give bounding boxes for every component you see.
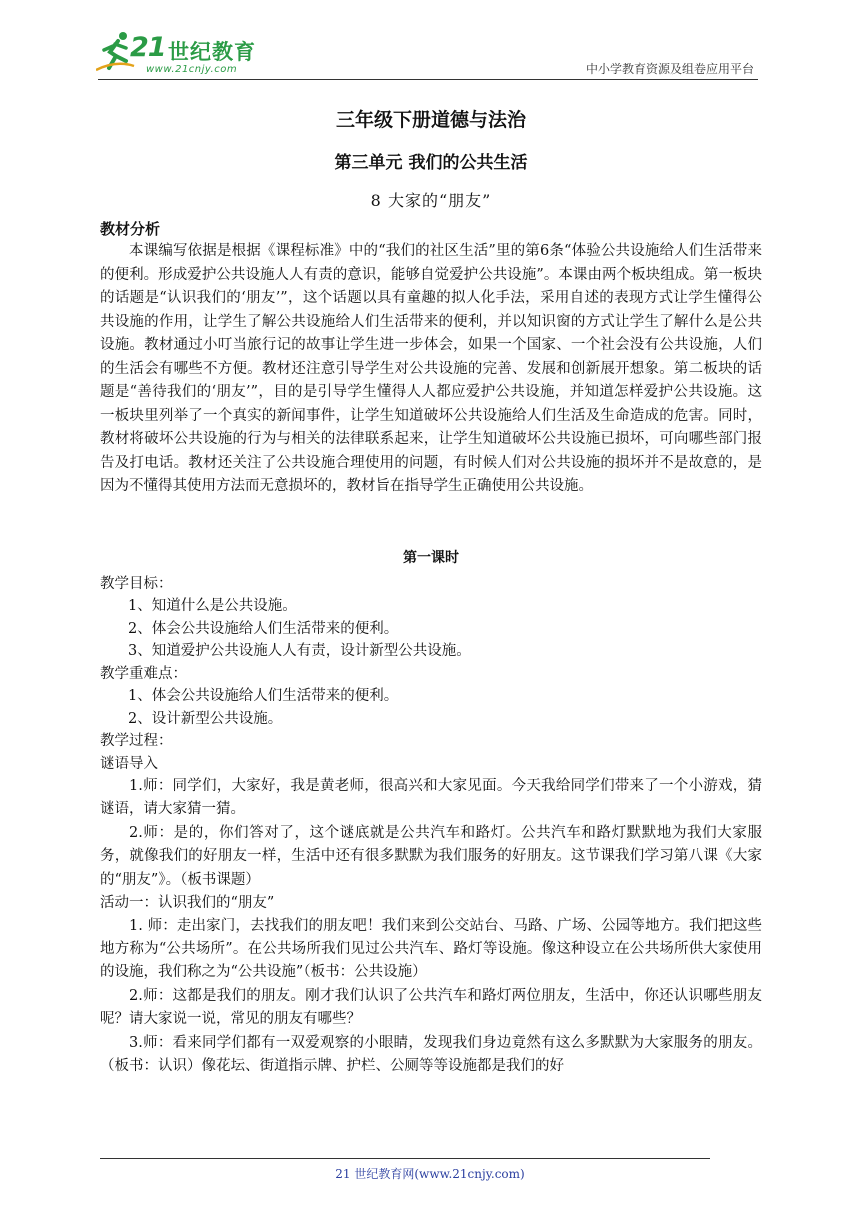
activity1-paragraph: 3.师：看来同学们都有一双爱观察的小眼睛，发现我们身边竟然有这么多默默为大家服务的朋友。（板书：认识）像花坛、街道指示牌、护栏、公厕等等设施都是我们的好 <box>100 1034 762 1074</box>
logo-number: 21 <box>130 32 166 63</box>
footer-link[interactable]: 21 世纪教育网(www.21cnjy.com) <box>335 1167 525 1181</box>
header-divider <box>98 79 758 80</box>
footer-divider <box>100 1158 710 1159</box>
key-point-item: 2、设计新型公共设施。 <box>128 710 283 727</box>
analysis-heading: 教材分析 <box>100 220 161 238</box>
logo-url: www.21cnjy.com <box>146 64 238 75</box>
document-body <box>100 104 762 1078</box>
key-point-item: 1、体会公共设施给人们生活带来的便利。 <box>128 688 399 704</box>
lesson-period-title: 第一课时 <box>403 549 459 566</box>
activity1-paragraph: 2.师：这都是我们的朋友。刚才我们认识了公共汽车和路灯两位朋友，生活中，你还认识哪些朋友呢？请大家说一说，常见的朋友有哪些？ <box>100 987 762 1028</box>
activity1-paragraph: 1. 师：走出家门，去找我们的朋友吧！我们来到公交站台、马路、广场、公园等地方。我们把这些地方称为“公共场所”。在公共场所我们见过公共汽车、路灯等设施。像这种设立在公共场所供大家使用的设施，我们称之为“公共设施”（板书：公共设施） <box>100 917 762 981</box>
goal-item: 1、知道什么是公共设施。 <box>128 598 297 614</box>
analysis-paragraph: 本课编写依据是根据《课程标准》中的“我们的社区生活”里的第6条“体验公共设施给人们生活带来的便利。形成爱护公共设施人人有责的意识，能够自觉爱护公共设施”。本课由两个板块组成。第一板块的话题是“认识我们的‘朋友’”，这个话题以具有童趣的拟人化手法，采用自述的表现方式让学生懂得公共设施的作用，让学生了解公共设施给人们生活带来的便利，并以知识窗的方式让学生了解什么是公共设施。教材通过小叮当旅行记的故事让学生进一步体会，如果一个国家、一个社会没有公共设施，人们的生活会有哪些不方便。教材还注意引导学生对公共设施的完善、发展和创新展开想象。第二板块的话题是“善待我们的‘朋友’”，目的是引导学生懂得人人都应爱护公共设施，并知道怎样爱护公共设施。这一板块里列举了一个真实的新闻事件，让学生知道破坏公共设施给人们生活及生命造成的危害。同时，教材将破坏公共设施的行为与相关的法律联系起来，让学生知道破坏公共设施已损坏，可向哪些部门报告及打电话。教材还关注了公共设施合理使用的问题，有时候人们对公共设施的损坏并不是故意的，是因为不懂得其使用方法而无意损坏的，教材旨在指导学生正确使用公共设施。 <box>100 243 762 494</box>
logo-name: 世纪教育 <box>168 40 256 64</box>
header-platform-text: 中小学教育资源及组卷应用平台 <box>585 62 754 76</box>
intro-paragraph: 1.师：同学们，大家好，我是黄老师，很高兴和大家见面。今天我给同学们带来了一个小游戏，猜谜语，请大家猜一猜。 <box>100 778 762 818</box>
page-header <box>0 0 860 84</box>
intro-paragraph: 2.师：是的，你们答对了，这个谜底就是公共汽车和路灯。公共汽车和路灯默默地为我们大家服务，就像我们的好朋友一样，生活中还有很多默默为我们服务的好朋友。这节课我们学习第八课《大家的“朋友”》。（板书课题） <box>100 824 762 888</box>
process-label: 教学过程： <box>100 733 173 749</box>
unit-title: 第三单元 我们的公共生活 <box>334 153 528 173</box>
goal-item: 3、知道爱护公共设施人人有责，设计新型公共设施。 <box>128 643 471 659</box>
goals-label: 教学目标： <box>100 575 173 592</box>
document-title: 三年级下册道德与法治 <box>335 109 526 131</box>
lesson-name: 8 大家的“朋友” <box>370 191 492 210</box>
activity1-label: 活动一：认识我们的“朋友” <box>100 895 275 912</box>
key-points-label: 教学重难点： <box>100 665 187 682</box>
intro-label: 谜语导入 <box>100 755 158 772</box>
site-logo[interactable] <box>96 30 266 80</box>
goal-item: 2、体会公共设施给人们生活带来的便利。 <box>128 620 399 637</box>
